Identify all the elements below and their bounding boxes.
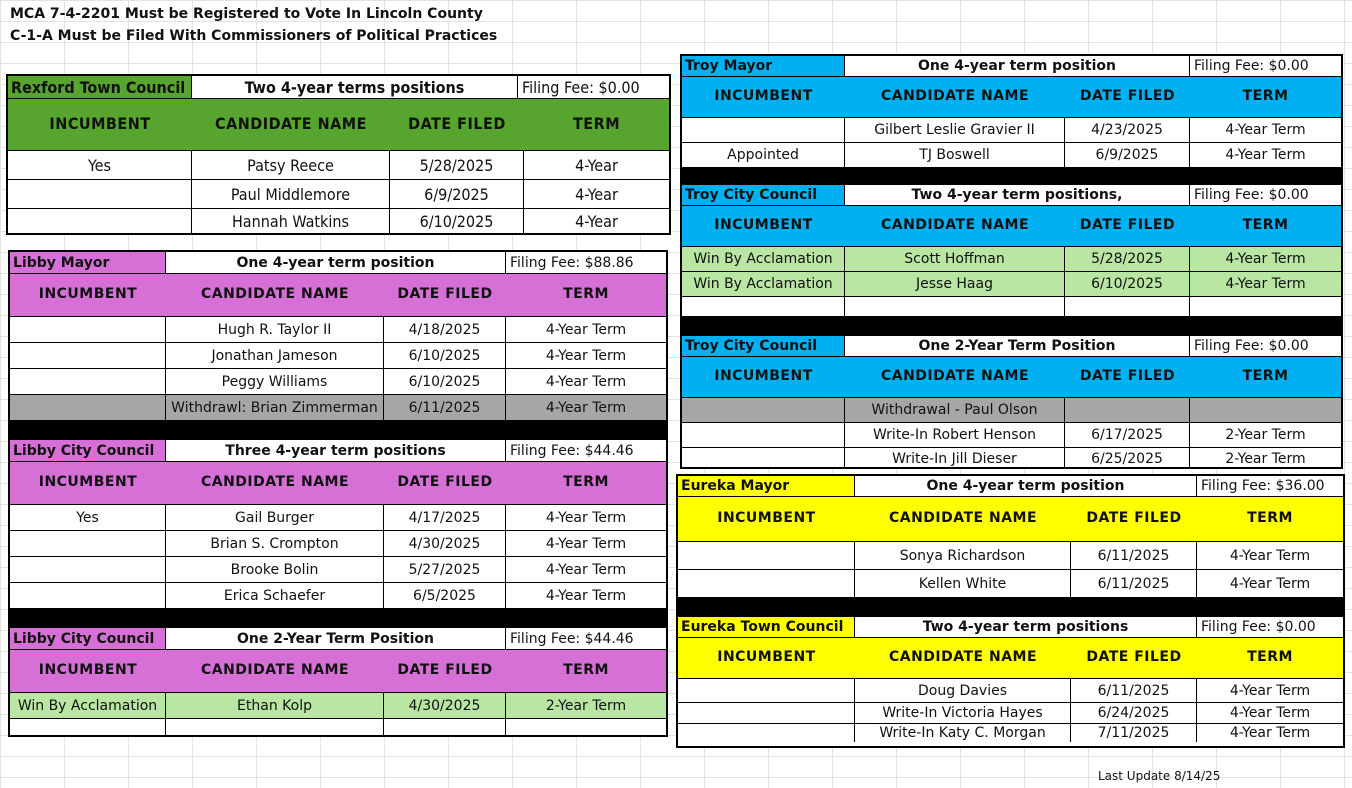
cell-date[interactable]	[1065, 297, 1190, 316]
cell-date[interactable]	[1065, 398, 1190, 422]
col-incumbent[interactable]: INCUMBENT	[49, 114, 151, 133]
col-term[interactable]: TERM	[1247, 510, 1293, 526]
table-row	[682, 447, 1341, 469]
cell-candidate[interactable]: Jesse Haag	[845, 272, 1065, 296]
cell-incumbent[interactable]	[678, 542, 855, 569]
col-term[interactable]: TERM	[572, 114, 621, 133]
col-date[interactable]: DATE FILED	[1079, 217, 1176, 233]
table-row	[678, 678, 1343, 702]
cell-date[interactable]	[384, 719, 506, 737]
cell-term[interactable]: 4-Year	[575, 212, 618, 231]
table-row	[678, 723, 1343, 742]
table-row	[8, 208, 669, 234]
filing-fee[interactable]: Filing Fee: $0.00	[1190, 56, 1341, 76]
cell-term[interactable]: 4-Year Term	[1225, 147, 1306, 163]
cell-incumbent[interactable]	[678, 703, 855, 723]
cell-term[interactable]: 4-Year Term	[545, 347, 627, 364]
col-incumbent[interactable]: INCUMBENT	[714, 368, 813, 384]
cell-candidate[interactable]: Sonya Richardson	[855, 542, 1071, 569]
col-term[interactable]: TERM	[1247, 649, 1293, 665]
section-separator	[10, 420, 666, 440]
cell-date[interactable]: 6/11/2025	[1071, 679, 1197, 702]
cell-date[interactable]: 4/23/2025	[1065, 118, 1190, 142]
cell-date[interactable]: 6/11/2025	[1071, 570, 1197, 597]
cell-incumbent[interactable]	[10, 317, 166, 342]
column-header-row	[678, 497, 1343, 541]
cell-term[interactable]: 4-Year Term	[545, 399, 627, 416]
section-separator	[682, 316, 1341, 336]
libby-table	[8, 250, 668, 737]
section-separator	[682, 167, 1341, 185]
cell-term[interactable]: 4-Year Term	[1229, 575, 1311, 592]
col-candidate[interactable]: CANDIDATE NAME	[200, 474, 350, 490]
cell-term[interactable]: 4-Year Term	[1229, 547, 1311, 564]
cell-term[interactable]: 4-Year Term	[1229, 682, 1311, 699]
rexford-town-council-table	[6, 74, 671, 235]
cell-candidate[interactable]: Jonathan Jameson	[166, 343, 384, 368]
cell-incumbent[interactable]	[10, 719, 166, 737]
header-line-1: MCA 7-4-2201 Must be Registered to Vote In Lincoln County	[10, 6, 483, 22]
positions-label[interactable]: One 2-Year Term Position	[845, 336, 1190, 356]
cell-date[interactable]: 4/30/2025	[384, 531, 506, 556]
cell-incumbent[interactable]	[682, 297, 845, 316]
cell-date[interactable]: 6/9/2025	[1065, 143, 1190, 167]
table-row	[682, 422, 1341, 447]
cell-candidate[interactable]: Hugh R. Taylor II	[166, 317, 384, 342]
cell-term[interactable]: 4-Year Term	[545, 535, 627, 552]
cell-candidate[interactable]: Kellen White	[855, 570, 1071, 597]
cell-candidate[interactable]: Scott Hoffman	[845, 247, 1065, 271]
col-incumbent[interactable]: INCUMBENT	[38, 662, 138, 678]
cell-candidate[interactable]: Peggy Williams	[166, 369, 384, 394]
table-row-acclamation	[10, 692, 666, 718]
cell-candidate[interactable]: Hannah Watkins	[192, 209, 390, 234]
table-row-acclamation	[682, 246, 1341, 271]
section-separator	[10, 608, 666, 628]
col-term[interactable]: TERM	[563, 474, 609, 490]
cell-term[interactable]: 4-Year Term	[1229, 725, 1311, 741]
col-candidate[interactable]: CANDIDATE NAME	[880, 368, 1030, 384]
cell-incumbent[interactable]: Appointed	[682, 143, 845, 167]
cell-candidate[interactable]: Patsy Reece	[192, 151, 390, 179]
column-header-row	[10, 650, 666, 692]
table-row	[10, 504, 666, 530]
cell-term[interactable]: 2-Year Term	[1225, 427, 1306, 443]
col-incumbent[interactable]: INCUMBENT	[38, 474, 138, 490]
section-separator	[678, 597, 1343, 617]
cell-date[interactable]: 5/28/2025	[1065, 247, 1190, 271]
cell-date[interactable]: 6/10/2025	[384, 369, 506, 394]
troy-table	[680, 54, 1343, 469]
table-row	[10, 556, 666, 582]
table-row	[678, 569, 1343, 597]
cell-term[interactable]: 4-Year Term	[1225, 251, 1306, 267]
table-row	[682, 142, 1341, 167]
last-update-label: Last Update 8/14/25	[1098, 769, 1221, 783]
col-date[interactable]: DATE FILED	[397, 474, 493, 490]
column-header-row	[682, 77, 1341, 117]
cell-term[interactable]: 2-Year Term	[1225, 450, 1306, 467]
section-title[interactable]: Libby City Council	[10, 628, 166, 649]
cell-term[interactable]: 4-Year	[575, 155, 618, 175]
cell-incumbent[interactable]	[682, 423, 845, 447]
cell-incumbent[interactable]	[678, 679, 855, 702]
table-row	[682, 117, 1341, 142]
positions-label[interactable]: One 4-year term position	[855, 476, 1197, 496]
eureka-table	[676, 474, 1345, 748]
col-candidate[interactable]: CANDIDATE NAME	[200, 286, 350, 302]
col-date[interactable]: DATE FILED	[397, 286, 493, 302]
col-term[interactable]: TERM	[563, 662, 609, 678]
col-candidate[interactable]: CANDIDATE NAME	[200, 662, 350, 678]
cell-candidate[interactable]: Write-In Jill Dieser	[845, 448, 1065, 469]
col-candidate[interactable]: CANDIDATE NAME	[215, 114, 367, 133]
cell-incumbent[interactable]	[10, 369, 166, 394]
cell-date[interactable]: 6/10/2025	[1065, 272, 1190, 296]
filing-fee[interactable]: Filing Fee: $44.46	[506, 628, 666, 649]
cell-candidate[interactable]: Brian S. Crompton	[166, 531, 384, 556]
section-title[interactable]: Libby Mayor	[10, 252, 166, 273]
table-row	[682, 296, 1341, 316]
filing-fee[interactable]: Filing Fee: $88.86	[506, 252, 666, 273]
positions-label[interactable]: Three 4-year term positions	[166, 440, 506, 461]
table-row	[10, 368, 666, 394]
cell-date[interactable]: 4/17/2025	[384, 505, 506, 530]
col-date[interactable]: DATE FILED	[397, 662, 493, 678]
cell-incumbent[interactable]	[10, 583, 166, 608]
cell-incumbent[interactable]: Win By Acclamation	[682, 247, 845, 271]
cell-candidate[interactable]: Paul Middlemore	[192, 180, 390, 208]
column-header-row	[10, 274, 666, 316]
cell-date[interactable]: 6/10/2025	[384, 343, 506, 368]
cell-candidate[interactable]	[166, 719, 384, 737]
cell-candidate[interactable]: Write-In Victoria Hayes	[855, 703, 1071, 723]
col-candidate[interactable]: CANDIDATE NAME	[880, 217, 1030, 233]
col-incumbent[interactable]: INCUMBENT	[714, 88, 813, 104]
cell-candidate[interactable]: Gilbert Leslie Gravier II	[845, 118, 1065, 142]
col-candidate[interactable]: CANDIDATE NAME	[880, 88, 1030, 104]
cell-candidate[interactable]: Gail Burger	[166, 505, 384, 530]
positions-label[interactable]: Two 4-year term positions	[855, 617, 1197, 637]
cell-incumbent[interactable]	[678, 724, 855, 742]
col-candidate[interactable]: CANDIDATE NAME	[888, 510, 1038, 526]
col-incumbent[interactable]: INCUMBENT	[714, 217, 813, 233]
cell-incumbent[interactable]: Win By Acclamation	[10, 693, 166, 718]
table-row	[8, 150, 669, 179]
col-term[interactable]: TERM	[1242, 368, 1289, 384]
col-date[interactable]: DATE FILED	[1086, 649, 1182, 665]
positions-label[interactable]: One 2-Year Term Position	[166, 628, 506, 649]
column-header-row	[10, 462, 666, 504]
positions-label[interactable]: Two 4-year terms positions	[192, 76, 518, 98]
positions-label[interactable]: Two 4-year term positions,	[845, 185, 1190, 205]
col-date[interactable]: DATE FILED	[1079, 88, 1176, 104]
table-row-acclamation	[682, 271, 1341, 296]
cell-incumbent[interactable]	[8, 209, 192, 234]
cell-term[interactable]	[506, 719, 666, 737]
cell-incumbent[interactable]	[10, 557, 166, 582]
cell-incumbent[interactable]	[8, 180, 192, 208]
table-row	[10, 718, 666, 737]
table-row	[10, 582, 666, 608]
cell-incumbent[interactable]	[678, 570, 855, 597]
column-header-row	[682, 357, 1341, 397]
cell-incumbent[interactable]: Yes	[10, 505, 166, 530]
section-title[interactable]: Troy Mayor	[682, 56, 845, 76]
col-incumbent[interactable]: INCUMBENT	[717, 649, 816, 665]
table-row	[678, 702, 1343, 723]
section-title[interactable]: Eureka Mayor	[678, 476, 855, 496]
column-header-row	[682, 206, 1341, 246]
cell-date[interactable]: 4/18/2025	[384, 317, 506, 342]
cell-date[interactable]: 5/28/2025	[390, 151, 524, 179]
cell-incumbent[interactable]	[10, 343, 166, 368]
col-candidate[interactable]: CANDIDATE NAME	[888, 649, 1038, 665]
col-incumbent[interactable]: INCUMBENT	[38, 286, 138, 302]
cell-term[interactable]	[1190, 297, 1341, 316]
table-row	[8, 179, 669, 208]
section-title[interactable]: Eureka Town Council	[678, 617, 855, 637]
cell-term[interactable]: 4-Year	[575, 184, 618, 204]
table-row	[10, 342, 666, 368]
cell-incumbent[interactable]	[10, 531, 166, 556]
cell-candidate[interactable]: Write-In Robert Henson	[845, 423, 1065, 447]
col-date[interactable]: DATE FILED	[408, 114, 506, 133]
cell-incumbent[interactable]: Yes	[8, 151, 192, 179]
cell-candidate[interactable]: Withdrawl: Brian Zimmerman	[166, 395, 384, 420]
cell-candidate[interactable]	[845, 297, 1065, 316]
cell-term[interactable]: 4-Year Term	[545, 587, 627, 604]
filing-fee[interactable]: Filing Fee: $0.00	[518, 76, 669, 98]
cell-candidate[interactable]: Ethan Kolp	[166, 693, 384, 718]
filing-fee[interactable]: Filing Fee: $44.46	[506, 440, 666, 461]
cell-term[interactable]: 4-Year Term	[1225, 276, 1306, 292]
section-title[interactable]: Rexford Town Council	[8, 76, 192, 98]
positions-label[interactable]: One 4-year term position	[845, 56, 1190, 76]
cell-date[interactable]: 6/24/2025	[1071, 703, 1197, 723]
cell-incumbent[interactable]	[682, 398, 845, 422]
cell-candidate[interactable]: Withdrawal - Paul Olson	[845, 398, 1065, 422]
cell-candidate[interactable]: Erica Schaefer	[166, 583, 384, 608]
header-line-2: C-1-A Must be Filed With Commissioners of Political Practices	[10, 28, 498, 44]
filing-fee[interactable]: Filing Fee: $36.00	[1197, 476, 1343, 496]
table-row-withdrawn	[682, 397, 1341, 422]
cell-term[interactable]: 4-Year Term	[545, 509, 627, 526]
cell-term[interactable]: 4-Year Term	[545, 321, 627, 338]
filing-fee[interactable]: Filing Fee: $0.00	[1197, 617, 1343, 637]
col-date[interactable]: DATE FILED	[1086, 510, 1182, 526]
cell-term[interactable]: 2-Year Term	[545, 697, 627, 714]
cell-candidate[interactable]: Doug Davies	[855, 679, 1071, 702]
cell-date[interactable]: 6/11/2025	[384, 395, 506, 420]
cell-incumbent[interactable]	[682, 448, 845, 469]
col-term[interactable]: TERM	[1242, 217, 1289, 233]
cell-incumbent[interactable]	[682, 118, 845, 142]
cell-date[interactable]: 6/11/2025	[1071, 542, 1197, 569]
cell-date[interactable]: 6/9/2025	[390, 180, 524, 208]
filing-fee[interactable]: Filing Fee: $0.00	[1190, 185, 1341, 205]
table-row-withdrawn	[10, 394, 666, 420]
cell-date[interactable]: 5/27/2025	[384, 557, 506, 582]
cell-date[interactable]: 4/30/2025	[384, 693, 506, 718]
cell-incumbent[interactable]: Win By Acclamation	[682, 272, 845, 296]
filing-fee[interactable]: Filing Fee: $0.00	[1190, 336, 1341, 356]
cell-candidate[interactable]: TJ Boswell	[845, 143, 1065, 167]
cell-candidate[interactable]: Brooke Bolin	[166, 557, 384, 582]
column-header-row	[8, 99, 669, 150]
column-header-row	[678, 638, 1343, 678]
cell-incumbent[interactable]	[10, 395, 166, 420]
cell-date[interactable]: 6/10/2025	[390, 209, 524, 234]
col-term[interactable]: TERM	[1242, 88, 1289, 104]
table-row	[10, 316, 666, 342]
cell-term[interactable]: 4-Year Term	[545, 373, 627, 390]
cell-candidate[interactable]: Write-In Katy C. Morgan	[855, 724, 1071, 742]
positions-label[interactable]: One 4-year term position	[166, 252, 506, 273]
section-title[interactable]: Libby City Council	[10, 440, 166, 461]
cell-date[interactable]: 6/25/2025	[1065, 448, 1190, 469]
cell-term[interactable]: 4-Year Term	[1229, 705, 1311, 721]
section-title[interactable]: Troy City Council	[682, 336, 845, 356]
cell-date[interactable]: 7/11/2025	[1071, 724, 1197, 742]
col-date[interactable]: DATE FILED	[1079, 368, 1176, 384]
col-term[interactable]: TERM	[563, 286, 609, 302]
table-row	[10, 530, 666, 556]
cell-term[interactable]: 4-Year Term	[1225, 122, 1306, 138]
col-incumbent[interactable]: INCUMBENT	[717, 510, 816, 526]
cell-date[interactable]: 6/17/2025	[1065, 423, 1190, 447]
table-row	[678, 541, 1343, 569]
cell-term[interactable]	[1190, 398, 1341, 422]
section-title[interactable]: Troy City Council	[682, 185, 845, 205]
cell-term[interactable]: 4-Year Term	[545, 561, 627, 578]
cell-date[interactable]: 6/5/2025	[384, 583, 506, 608]
